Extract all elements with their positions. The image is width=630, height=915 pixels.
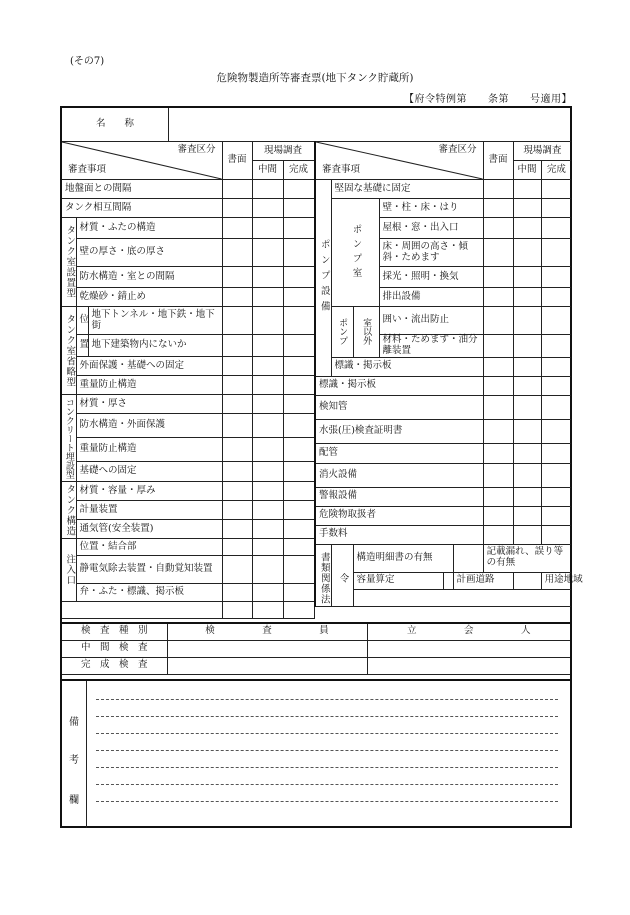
check-cell[interactable] — [541, 525, 571, 544]
check-cell[interactable] — [513, 525, 541, 544]
check-cell[interactable] — [252, 357, 283, 376]
check-cell[interactable] — [283, 307, 314, 335]
check-cell[interactable] — [513, 239, 541, 267]
item-row: 危険物取扱者 — [315, 506, 483, 525]
check-cell[interactable] — [513, 335, 541, 358]
section-header: 審査区分 — [438, 144, 477, 155]
check-cell[interactable] — [513, 180, 541, 199]
check-cell[interactable] — [222, 556, 252, 584]
check-cell[interactable] — [513, 218, 541, 239]
item-row: 重量防止構造 — [76, 438, 222, 462]
item-row: 排出設備 — [379, 288, 483, 307]
check-cell[interactable] — [513, 395, 541, 419]
group-chunyu: 注入口 — [62, 539, 76, 602]
ichi-label: 位 — [76, 307, 88, 335]
group-shorui: 書類関係法 — [315, 544, 331, 606]
genba-header: 現場調査 — [252, 142, 314, 161]
remarks-section — [62, 679, 570, 828]
check-cell[interactable] — [541, 376, 571, 395]
form-number: (その7) — [70, 56, 105, 67]
regulation-reference: 【府令特例第 条第 号適用】 — [404, 94, 572, 105]
blank-row[interactable] — [353, 589, 571, 606]
check-cell[interactable] — [222, 357, 252, 376]
item-row: 防水構造・室との間隔 — [76, 267, 222, 288]
pump-outside-label-a: 室以外 — [353, 307, 379, 358]
check-cell[interactable] — [541, 506, 571, 525]
check-cell[interactable] — [222, 482, 252, 501]
check-cell[interactable] — [252, 520, 283, 539]
remarks-char-ran: 欄 — [69, 795, 79, 806]
item-row: 計量装置 — [76, 501, 222, 520]
section-header: 審査区分 — [177, 144, 216, 155]
item-row: 屋根・窓・出入口 — [379, 218, 483, 239]
check-cell[interactable] — [541, 267, 571, 288]
item-row: 床・周囲の高さ・傾斜・ためます — [379, 239, 483, 267]
group-shoryaku: タンク室省略型 — [62, 307, 76, 395]
item-row: 水張(圧)検査証明書 — [315, 419, 483, 443]
check-cell[interactable] — [252, 335, 283, 357]
item-row: 警報設備 — [315, 487, 483, 506]
check-cell[interactable] — [483, 307, 513, 335]
check-cell[interactable] — [222, 602, 252, 619]
check-cell[interactable] — [513, 288, 541, 307]
form-title: 危険物製造所等審査票(地下タンク貯蔵所) — [216, 72, 414, 84]
group-pump: ポンプ設備 — [315, 180, 331, 377]
remarks-char-ko: 考 — [69, 755, 79, 766]
witness-header: 立 会 人 — [367, 623, 570, 640]
check-cell[interactable] — [541, 395, 571, 419]
shomen-header: 書面 — [222, 142, 252, 180]
check-cell[interactable] — [283, 239, 314, 267]
remarks-lines[interactable] — [86, 683, 570, 802]
check-cell[interactable] — [513, 463, 541, 487]
shomen-header: 書面 — [483, 142, 513, 180]
check-cell[interactable] — [252, 482, 283, 501]
check-cell[interactable] — [483, 525, 513, 544]
group-concrete: コンクリート埋設型 — [62, 395, 76, 482]
genba-header: 現場調査 — [513, 142, 571, 161]
item-row: 地下建築物内にないか — [88, 335, 222, 357]
item-row: 静電気除去装置・自動覚知装置 — [76, 556, 222, 584]
check-cell[interactable] — [222, 438, 252, 462]
check-cell[interactable] — [513, 506, 541, 525]
form-frame — [60, 106, 583, 828]
check-cell[interactable] — [541, 335, 571, 358]
item-row: 壁・柱・床・はり — [379, 199, 483, 218]
item-jiban: 地盤面との間隔 — [62, 180, 222, 199]
check-cell[interactable] — [541, 307, 571, 335]
group-tank-kozo: タンク構造 — [62, 482, 76, 539]
item-header: 審査事項 — [322, 164, 361, 176]
check-cell[interactable] — [541, 180, 571, 199]
item-row: 位置・結合部 — [76, 539, 222, 556]
check-cell[interactable] — [513, 307, 541, 335]
check-cell[interactable] — [252, 376, 283, 395]
item-row: 壁の厚さ・底の厚さ — [76, 239, 222, 267]
item-header: 審査事項 — [68, 164, 107, 176]
inspector-header: 検 査 員 — [167, 623, 367, 640]
check-cell[interactable] — [283, 357, 314, 376]
check-cell[interactable] — [222, 180, 252, 199]
check-cell[interactable] — [443, 572, 453, 589]
check-cell[interactable] — [283, 395, 314, 414]
check-cell[interactable] — [283, 218, 314, 239]
item-row: 検知管 — [315, 395, 483, 419]
check-cell[interactable] — [483, 267, 513, 288]
pump-outside-label-b: ポンプ — [331, 307, 353, 358]
check-cell[interactable] — [283, 414, 314, 438]
item-row: 材質・厚さ — [76, 395, 222, 414]
remarks-line[interactable] — [96, 700, 558, 717]
check-cell[interactable] — [483, 199, 513, 218]
check-cell[interactable] — [252, 556, 283, 584]
item-row: 配管 — [315, 443, 483, 463]
remarks-line[interactable] — [96, 717, 558, 734]
check-cell[interactable] — [252, 501, 283, 520]
item-kozo-meisai: 構造明細書の有無 — [353, 544, 453, 572]
check-cell[interactable] — [483, 506, 513, 525]
check-cell[interactable] — [283, 267, 314, 288]
check-cell[interactable] — [252, 307, 283, 335]
item-tank-sogo: タンク相互間隔 — [62, 199, 222, 218]
item-row: 防水構造・外面保護 — [76, 414, 222, 438]
check-cell[interactable] — [283, 335, 314, 357]
item-row: 囲い・流出防止 — [379, 307, 483, 335]
header-diagonal-left — [62, 142, 222, 180]
inspection-type-header: 検 査 種 別 — [62, 623, 167, 640]
check-cell[interactable] — [483, 487, 513, 506]
check-cell[interactable] — [483, 239, 513, 267]
check-cell[interactable] — [483, 288, 513, 307]
chi-label: 置 — [76, 335, 88, 357]
item-row: 弁・ふた・標識、掲示板 — [76, 584, 222, 602]
check-cell[interactable] — [513, 487, 541, 506]
check-cell[interactable] — [252, 218, 283, 239]
check-cell[interactable] — [513, 357, 541, 376]
check-cell[interactable] — [222, 520, 252, 539]
check-cell[interactable] — [222, 307, 252, 335]
check-cell[interactable] — [513, 267, 541, 288]
item-row: 重量防止構造 — [76, 376, 222, 395]
check-cell[interactable] — [222, 584, 252, 602]
check-cell[interactable] — [541, 487, 571, 506]
item-kenko: 堅固な基礎に固定 — [331, 180, 483, 199]
check-cell[interactable] — [483, 357, 513, 376]
check-cell[interactable] — [541, 218, 571, 239]
check-cell[interactable] — [252, 539, 283, 556]
check-cell[interactable] — [283, 462, 314, 482]
check-cell[interactable] — [541, 357, 571, 376]
item-row: 手数料 — [315, 525, 483, 544]
remarks-line[interactable] — [96, 768, 558, 785]
item-row: 標識・掲示板 — [331, 357, 483, 376]
check-cell[interactable] — [222, 239, 252, 267]
header-diagonal-right — [315, 142, 483, 180]
item-row: 基礎への固定 — [76, 462, 222, 482]
item-row: 採光・照明・換気 — [379, 267, 483, 288]
kanryo-header: 完成 — [541, 161, 571, 180]
check-cell[interactable] — [222, 199, 252, 218]
remarks-line[interactable] — [96, 734, 558, 751]
group-pump-room: ポンプ室 — [331, 199, 379, 307]
item-row: 通気管(安全装置) — [76, 520, 222, 539]
inspection-table — [62, 622, 570, 675]
interim-inspector-field[interactable] — [167, 640, 367, 657]
check-cell[interactable] — [252, 199, 283, 218]
check-cell[interactable] — [283, 584, 314, 602]
interim-witness-field[interactable] — [367, 640, 570, 657]
check-cell[interactable] — [283, 501, 314, 520]
check-cell[interactable] — [252, 414, 283, 438]
check-cell[interactable] — [483, 419, 513, 443]
check-cell[interactable] — [483, 463, 513, 487]
rei-label: 令 — [331, 544, 353, 606]
item-yoto: 用途地域 — [541, 572, 571, 589]
item-kisai-more: 記載漏れ、誤り等の有無 — [483, 544, 571, 572]
item-row: 乾燥砂・錆止め — [76, 288, 222, 307]
check-cell[interactable] — [453, 544, 483, 572]
check-cell[interactable] — [483, 335, 513, 358]
check-cell[interactable] — [541, 288, 571, 307]
check-cell[interactable] — [252, 602, 283, 619]
check-cell[interactable] — [541, 419, 571, 443]
check-cell[interactable] — [252, 462, 283, 482]
check-cell[interactable] — [283, 520, 314, 539]
name-field[interactable] — [169, 108, 571, 141]
check-cell[interactable] — [222, 414, 252, 438]
check-cell[interactable] — [252, 438, 283, 462]
final-inspector-field[interactable] — [167, 657, 367, 674]
check-cell[interactable] — [252, 239, 283, 267]
check-cell[interactable] — [222, 501, 252, 520]
check-cell[interactable] — [283, 199, 314, 218]
check-cell[interactable] — [541, 443, 571, 463]
check-cell[interactable] — [283, 539, 314, 556]
left-review-table — [62, 141, 315, 619]
check-cell[interactable] — [252, 584, 283, 602]
item-row: 標識・掲示板 — [315, 376, 483, 395]
check-cell[interactable] — [283, 288, 314, 307]
item-keikaku: 計画道路 — [453, 572, 513, 589]
check-cell[interactable] — [483, 180, 513, 199]
check-cell[interactable] — [513, 572, 541, 589]
check-cell[interactable] — [283, 556, 314, 584]
check-cell[interactable] — [283, 602, 314, 619]
check-cell[interactable] — [222, 267, 252, 288]
check-cell[interactable] — [252, 288, 283, 307]
blank-row[interactable] — [62, 602, 222, 619]
item-row: 材質・容量・厚み — [76, 482, 222, 501]
check-cell[interactable] — [513, 419, 541, 443]
item-row: 地下トンネル・地下鉄・地下街 — [88, 307, 222, 335]
chukan-header: 中間 — [252, 161, 283, 180]
check-cell[interactable] — [541, 239, 571, 267]
check-cell[interactable] — [513, 199, 541, 218]
check-cell[interactable] — [283, 180, 314, 199]
check-cell[interactable] — [283, 438, 314, 462]
item-row: 材料・ためます・油分離装置 — [379, 335, 483, 358]
remarks-char-bi: 備 — [69, 717, 79, 728]
check-cell[interactable] — [252, 395, 283, 414]
right-review-table — [314, 141, 583, 607]
item-row: 材質・ふたの構造 — [76, 218, 222, 239]
check-cell[interactable] — [222, 462, 252, 482]
check-cell[interactable] — [513, 443, 541, 463]
chukan-header: 中間 — [513, 161, 541, 180]
name-label: 名 称 — [62, 108, 169, 141]
item-row: 消火設備 — [315, 463, 483, 487]
check-cell[interactable] — [222, 395, 252, 414]
check-cell[interactable] — [252, 267, 283, 288]
check-cell[interactable] — [222, 539, 252, 556]
check-cell[interactable] — [483, 443, 513, 463]
remarks-line[interactable] — [96, 683, 558, 700]
remarks-line[interactable] — [96, 785, 558, 802]
check-cell[interactable] — [483, 376, 513, 395]
remarks-label-column — [62, 681, 87, 828]
check-cell[interactable] — [222, 335, 252, 357]
final-inspection-label: 完 成 検 査 — [62, 657, 167, 674]
check-cell[interactable] — [222, 218, 252, 239]
item-row: 外面保護・基礎への固定 — [76, 357, 222, 376]
check-cell[interactable] — [513, 376, 541, 395]
item-yoryo: 容量算定 — [353, 572, 443, 589]
check-cell[interactable] — [541, 463, 571, 487]
name-row — [62, 108, 570, 142]
remarks-line[interactable] — [96, 751, 558, 768]
group-tankshitsu: タンク室設置型 — [62, 218, 76, 307]
check-cell[interactable] — [252, 180, 283, 199]
check-cell[interactable] — [222, 288, 252, 307]
check-cell[interactable] — [283, 482, 314, 501]
check-cell[interactable] — [541, 199, 571, 218]
check-cell[interactable] — [483, 395, 513, 419]
interim-inspection-label: 中 間 検 査 — [62, 640, 167, 657]
final-witness-field[interactable] — [367, 657, 570, 674]
check-cell[interactable] — [283, 376, 314, 395]
check-cell[interactable] — [222, 376, 252, 395]
kanryo-header: 完成 — [283, 161, 314, 180]
check-cell[interactable] — [483, 218, 513, 239]
